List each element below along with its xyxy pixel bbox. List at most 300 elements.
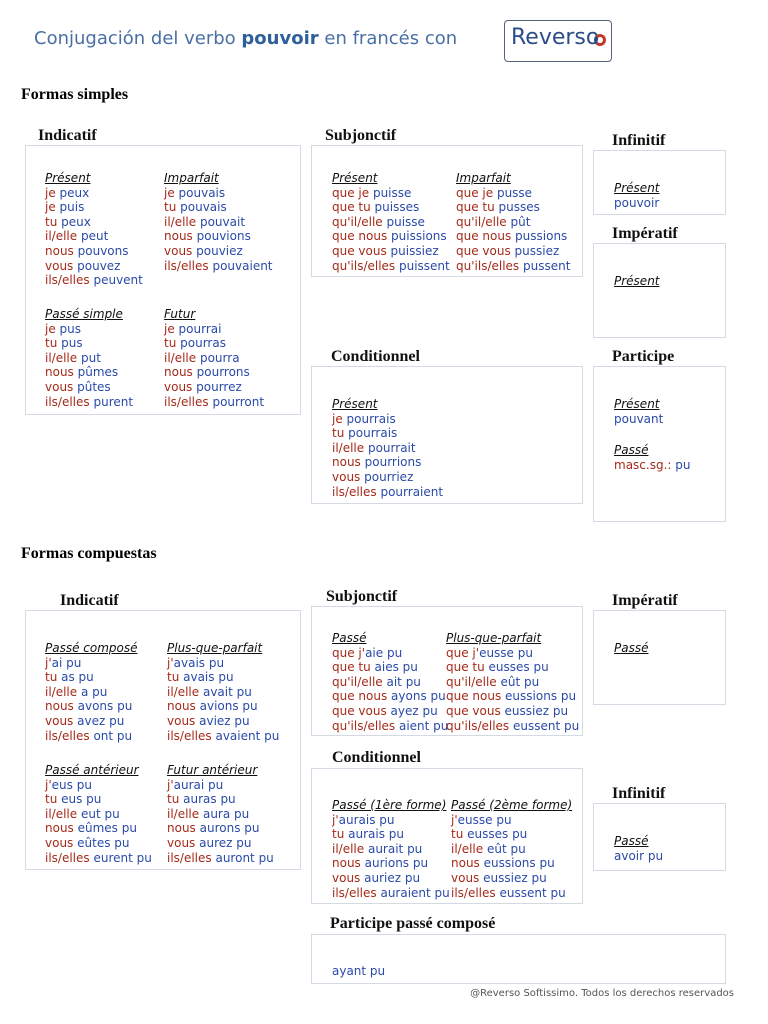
conjugation-line	[45, 807, 152, 822]
conjugation-line	[45, 685, 138, 700]
tense-block	[332, 964, 385, 979]
conjugation-line	[45, 229, 143, 244]
verb-form: pûmes	[77, 365, 119, 380]
pronoun: tu	[451, 827, 468, 842]
verb-form: eussiez pu	[504, 703, 569, 718]
pronoun: ils/elles	[45, 850, 94, 865]
pronoun: il/elle	[332, 841, 368, 856]
box-imperatif-compose	[593, 610, 726, 705]
pronoun: tu	[164, 200, 181, 215]
box-title-imperatif: Impératif	[608, 225, 682, 243]
verb-form: pouvant	[614, 411, 664, 426]
conjugation-line	[167, 778, 274, 793]
conjugation-line	[164, 322, 264, 337]
verb-form: pût	[510, 214, 531, 229]
tense-name: Passé (1ère forme)	[332, 798, 447, 812]
verb-form: eusses pu	[467, 827, 528, 842]
pronoun: tu	[167, 670, 184, 685]
conjugation-line	[164, 380, 264, 395]
box-title-infinitif: Infinitif	[608, 132, 669, 150]
conjugation-line	[45, 259, 143, 274]
pronoun: vous	[45, 835, 78, 850]
tense-name: Imparfait	[456, 171, 511, 185]
box-title-subjonctif: Subjonctif	[321, 127, 400, 145]
verb-form: aient pu	[398, 718, 449, 733]
tense-name: Plus-que-parfait	[167, 641, 263, 655]
verb-form: avais pu	[183, 670, 234, 685]
verb-form: pouvaient	[212, 258, 273, 273]
verb-form: ont pu	[93, 728, 133, 743]
conjugation-line	[614, 412, 663, 427]
pronoun: nous	[45, 821, 78, 836]
verb-form: pourras	[180, 336, 226, 351]
tense-block	[45, 171, 143, 288]
conjugation-line	[164, 365, 264, 380]
pronoun: vous	[167, 713, 200, 728]
pronoun: il/elle	[45, 684, 81, 699]
pronoun: que j'	[332, 645, 366, 660]
verb-form: avions pu	[199, 699, 258, 714]
verb-form: pusses	[498, 200, 540, 215]
verb-form: pussent	[522, 258, 571, 273]
title-prefix: Conjugación del verbo	[34, 28, 236, 49]
pronoun: vous	[164, 379, 197, 394]
conjugation-line	[446, 660, 579, 675]
verb-form: aurez pu	[199, 835, 252, 850]
conjugation-line	[164, 395, 264, 410]
conjugation-line	[164, 229, 273, 244]
pronoun: vous	[167, 835, 200, 850]
pronoun: nous	[164, 229, 197, 244]
pronoun: il/elle	[451, 841, 487, 856]
tense-name: Présent	[614, 274, 660, 288]
tense-block	[614, 181, 660, 210]
verb-form: eussent pu	[512, 718, 580, 733]
pronoun: que j'	[446, 645, 480, 660]
verb-form: auraient pu	[380, 885, 450, 900]
pronoun: ils/elles	[45, 273, 94, 288]
tense-name: Passé	[614, 641, 649, 655]
conjugation-line	[332, 244, 450, 259]
conjugation-line	[614, 196, 660, 211]
pronoun: ils/elles	[164, 394, 213, 409]
conjugation-line	[446, 675, 579, 690]
pronoun: ils/elles	[45, 394, 94, 409]
verb-form: auront pu	[215, 850, 274, 865]
pronoun: il/elle	[164, 350, 200, 365]
tense-name: Passé antérieur	[45, 763, 139, 777]
conjugation-line	[456, 259, 570, 274]
pronoun: ils/elles	[164, 258, 213, 273]
verb-form: aurai pu	[173, 777, 224, 792]
tense-block	[167, 763, 274, 865]
box-title-subjonctif-compose: Subjonctif	[322, 588, 401, 606]
pronoun: tu	[332, 426, 349, 441]
pronoun: que tu	[332, 660, 375, 675]
verb-form: put	[80, 350, 101, 365]
pronoun: vous	[332, 870, 365, 885]
conjugation-line	[167, 656, 279, 671]
conjugation-line	[45, 380, 133, 395]
pronoun: tu	[45, 336, 62, 351]
verb-form: eusse pu	[457, 812, 512, 827]
conjugation-line	[332, 964, 385, 979]
verb-form: pu	[675, 457, 691, 472]
verb-form: pouviez	[196, 243, 243, 258]
conjugation-line	[446, 689, 579, 704]
verb-form: avais pu	[173, 655, 225, 670]
verb-form: pourrai	[178, 321, 222, 336]
verb-form: eusse pu	[479, 645, 533, 660]
verb-form: aurait pu	[367, 841, 423, 856]
conjugation-line	[45, 699, 138, 714]
conjugation-line	[456, 244, 570, 259]
pronoun: qu'il/elle	[332, 214, 387, 229]
pronoun: que vous	[456, 243, 515, 258]
pronoun: ils/elles	[167, 850, 216, 865]
conjugation-line	[332, 485, 443, 500]
pronoun: que vous	[332, 243, 391, 258]
verb-form: pussiez	[514, 243, 560, 258]
conjugation-line	[332, 259, 450, 274]
conjugation-line	[332, 186, 450, 201]
tense-block	[45, 307, 133, 409]
section-title-compound: Formas compuestas	[21, 545, 157, 562]
pronoun: qu'il/elle	[456, 214, 511, 229]
conjugation-line	[167, 851, 274, 866]
pronoun: tu	[45, 214, 62, 229]
verb-form: puisses	[374, 200, 420, 215]
verb-form: pourraient	[380, 484, 444, 499]
reverso-swirl-icon	[594, 34, 606, 46]
tense-name: Passé	[614, 834, 649, 848]
verb-form: eussent pu	[499, 885, 566, 900]
verb-form: pourrez	[196, 379, 242, 394]
tense-name: Futur	[164, 307, 196, 321]
conjugation-line	[45, 365, 133, 380]
conjugation-line	[332, 470, 443, 485]
conjugation-line	[614, 849, 663, 864]
conjugation-line	[451, 886, 572, 901]
verb-form: pouvait	[199, 214, 246, 229]
pronoun: j'	[45, 777, 52, 792]
conjugation-line	[167, 699, 279, 714]
verb-form: aurais pu	[348, 827, 404, 842]
verb-form: puisse	[372, 185, 412, 200]
conjugation-line	[45, 186, 143, 201]
conjugation-line	[332, 441, 443, 456]
conjugation-line	[45, 273, 143, 288]
pronoun: nous	[45, 699, 78, 714]
pronoun: j'	[167, 777, 174, 792]
verb-form: ayez pu	[390, 703, 438, 718]
verb-form: pourrais	[346, 411, 396, 426]
verb-form: avaient pu	[215, 728, 280, 743]
conjugation-line	[45, 322, 133, 337]
conjugation-line	[332, 646, 448, 661]
conjugation-line	[164, 259, 273, 274]
pronoun: nous	[332, 455, 365, 470]
box-title-infinitif-compose: Infinitif	[608, 785, 669, 803]
verb-form: pourrions	[364, 455, 422, 470]
conjugation-line	[332, 660, 448, 675]
conjugation-line	[45, 792, 152, 807]
tense-block	[332, 798, 450, 900]
conjugation-line	[332, 813, 450, 828]
tense-block	[45, 763, 152, 865]
tense-block	[332, 397, 443, 499]
pronoun: je	[164, 185, 179, 200]
conjugation-line	[332, 842, 450, 857]
conjugation-line	[456, 200, 570, 215]
verb-form: eût pu	[486, 841, 526, 856]
conjugation-line	[45, 851, 152, 866]
section-title-simple: Formas simples	[21, 86, 129, 103]
conjugation-line	[164, 186, 273, 201]
verb-form: pourrais	[348, 426, 398, 441]
conjugation-line	[167, 836, 274, 851]
pronoun: ils/elles	[332, 885, 381, 900]
tense-name: Présent	[332, 397, 378, 411]
verb-form: pusse	[496, 185, 533, 200]
conjugation-line	[332, 704, 448, 719]
tense-name: Passé simple	[45, 307, 123, 321]
verb-form: ayant pu	[332, 964, 386, 978]
pronoun: il/elle	[45, 350, 81, 365]
conjugation-line	[332, 886, 450, 901]
verb-form: pus	[59, 321, 82, 336]
pronoun: que tu	[446, 660, 489, 675]
pronoun: nous	[167, 821, 200, 836]
verb-form: avait pu	[202, 684, 252, 699]
verb-form: eussiez pu	[483, 870, 547, 885]
pronoun: qu'ils/elles	[446, 718, 513, 733]
pronoun: qu'ils/elles	[332, 718, 399, 733]
conjugation-line	[167, 714, 279, 729]
box-title-indicatif: Indicatif	[34, 127, 101, 145]
conjugation-line	[332, 455, 443, 470]
pronoun: j'	[167, 655, 174, 670]
pronoun: nous	[164, 365, 197, 380]
tense-block	[45, 641, 138, 743]
conjugation-line	[446, 704, 579, 719]
verb-form: pourrons	[196, 365, 250, 380]
conjugation-line	[456, 215, 570, 230]
tense-block	[614, 834, 663, 863]
conjugation-line	[45, 336, 133, 351]
pronoun: ils/elles	[332, 484, 381, 499]
verb-form: eus pu	[51, 777, 92, 792]
tense-name: Passé (2ème forme)	[451, 798, 573, 812]
pronoun: nous	[167, 699, 200, 714]
conjugation-line	[332, 215, 450, 230]
pronoun: qu'ils/elles	[456, 258, 523, 273]
pronoun: il/elle	[164, 214, 200, 229]
conjugation-line	[45, 714, 138, 729]
pronoun: tu	[164, 336, 181, 351]
pronoun: nous	[45, 243, 78, 258]
conjugation-line	[167, 792, 274, 807]
box-title-indicatif-compose: Indicatif	[56, 592, 123, 610]
verb-form: pussions	[515, 229, 568, 244]
pronoun: vous	[45, 713, 78, 728]
conjugation-line	[451, 856, 572, 871]
title-suffix: en francés con	[324, 28, 458, 49]
tense-block	[614, 397, 663, 426]
conjugation-line	[164, 200, 273, 215]
conjugation-line	[45, 395, 133, 410]
pronoun: que vous	[446, 703, 505, 718]
verb-form: peux	[59, 185, 90, 200]
conjugation-line	[456, 229, 570, 244]
pronoun: nous	[45, 365, 78, 380]
verb-form: avons pu	[77, 699, 133, 714]
pronoun: j'	[332, 812, 339, 827]
verb-form: eûmes pu	[77, 821, 137, 836]
pronoun: tu	[45, 670, 62, 685]
verb-form: eussions pu	[483, 856, 555, 871]
logo-text: Reverso	[511, 25, 600, 50]
verb-form: aurons pu	[199, 821, 260, 836]
verb-form: a pu	[80, 684, 108, 699]
pronoun: ils/elles	[45, 728, 94, 743]
verb-form: eûtes pu	[77, 835, 130, 850]
box-title-conditionnel-compose: Conditionnel	[328, 749, 425, 767]
tense-block	[614, 641, 648, 656]
verb-form: pourront	[212, 394, 265, 409]
verb-form: eus pu	[61, 792, 102, 807]
reverso-logo[interactable]	[504, 20, 612, 62]
pronoun: nous	[451, 856, 484, 871]
conjugation-line	[167, 685, 279, 700]
verb-form: avoir pu	[614, 848, 664, 863]
box-title-imperatif-compose: Impératif	[608, 592, 682, 610]
conjugation-line	[164, 244, 273, 259]
pronoun: que tu	[332, 200, 375, 215]
tense-name: Passé composé	[45, 641, 138, 655]
verb-form: aura pu	[202, 806, 250, 821]
conjugation-line	[164, 336, 264, 351]
pronoun: ils/elles	[167, 728, 216, 743]
verb-form: aies pu	[374, 660, 418, 675]
pronoun: je	[45, 321, 60, 336]
conjugation-line	[451, 827, 572, 842]
verb-form: purent	[93, 394, 134, 409]
tense-name: Futur antérieur	[167, 763, 258, 777]
verb-form: pouvions	[196, 229, 251, 244]
box-title-participe-compose: Participe passé composé	[326, 915, 499, 933]
tense-name: Présent	[614, 397, 660, 411]
tense-block	[332, 171, 450, 273]
pronoun: ils/elles	[451, 885, 500, 900]
verb-form: pouvais	[180, 200, 227, 215]
tense-name: Présent	[332, 171, 378, 185]
verb-form: aie pu	[365, 645, 403, 660]
conjugation-line	[332, 719, 448, 734]
pronoun: tu	[167, 792, 184, 807]
conjugation-line	[332, 412, 443, 427]
conjugation-line	[167, 670, 279, 685]
conjugation-line	[167, 821, 274, 836]
verb-form: ait pu	[386, 674, 421, 689]
conjugation-line	[45, 729, 138, 744]
page-title	[34, 28, 457, 49]
box-title-participe: Participe	[608, 348, 678, 366]
pronoun: qu'ils/elles	[332, 258, 399, 273]
conjugation-line	[45, 821, 152, 836]
verb-form: aurions pu	[364, 856, 429, 871]
verb-form: pouvons	[77, 243, 129, 258]
verb-form: pourra	[199, 350, 240, 365]
conjugation-line	[332, 229, 450, 244]
tense-block	[614, 274, 660, 289]
verb-form: avez pu	[77, 713, 125, 728]
tense-block	[451, 798, 572, 900]
pronoun: que nous	[456, 229, 516, 244]
conjugation-line	[446, 646, 579, 661]
verb-form: pouvez	[77, 258, 121, 273]
pronoun: que nous	[446, 689, 506, 704]
pronoun: que nous	[332, 229, 392, 244]
tense-block	[332, 631, 448, 733]
tense-block	[167, 641, 279, 743]
conjugation-line	[45, 200, 143, 215]
verb-form: as pu	[61, 670, 94, 685]
conjugation-line	[456, 186, 570, 201]
pronoun: que je	[332, 185, 373, 200]
conjugation-line	[451, 871, 572, 886]
title-verb: pouvoir	[241, 28, 319, 49]
pronoun: qu'il/elle	[332, 674, 387, 689]
tense-name: Passé	[614, 443, 649, 457]
verb-form: puis	[59, 200, 85, 215]
tense-name: Présent	[45, 171, 91, 185]
conjugation-line	[45, 670, 138, 685]
conjugation-line	[167, 807, 274, 822]
verb-form: eût pu	[500, 674, 540, 689]
conjugation-line	[332, 675, 448, 690]
conjugation-line	[332, 689, 448, 704]
pronoun: vous	[451, 870, 484, 885]
pronoun: masc.sg.:	[614, 457, 676, 472]
conjugation-line	[164, 351, 264, 366]
pronoun: que tu	[456, 200, 499, 215]
pronoun: je	[164, 321, 179, 336]
conjugation-line	[332, 426, 443, 441]
pronoun: il/elle	[332, 440, 368, 455]
tense-block	[164, 307, 264, 409]
pronoun: il/elle	[45, 229, 81, 244]
verb-form: ayons pu	[391, 689, 446, 704]
tense-block	[446, 631, 579, 733]
box-imperatif	[593, 243, 726, 338]
verb-form: pourriez	[364, 469, 414, 484]
pronoun: vous	[45, 258, 78, 273]
pronoun: nous	[332, 856, 365, 871]
tense-block	[614, 443, 690, 472]
pronoun: je	[45, 185, 60, 200]
verb-form: peux	[61, 214, 91, 229]
verb-form: puisse	[386, 214, 425, 229]
verb-form: eurent pu	[93, 850, 152, 865]
verb-form: pus	[61, 336, 83, 351]
conjugation-line	[45, 244, 143, 259]
pronoun: qu'il/elle	[446, 674, 501, 689]
tense-block	[164, 171, 273, 273]
conjugation-line	[332, 856, 450, 871]
footer-copyright: @Reverso Softissimo. Todos los derechos reservados	[470, 988, 734, 999]
pronoun: que je	[456, 185, 497, 200]
